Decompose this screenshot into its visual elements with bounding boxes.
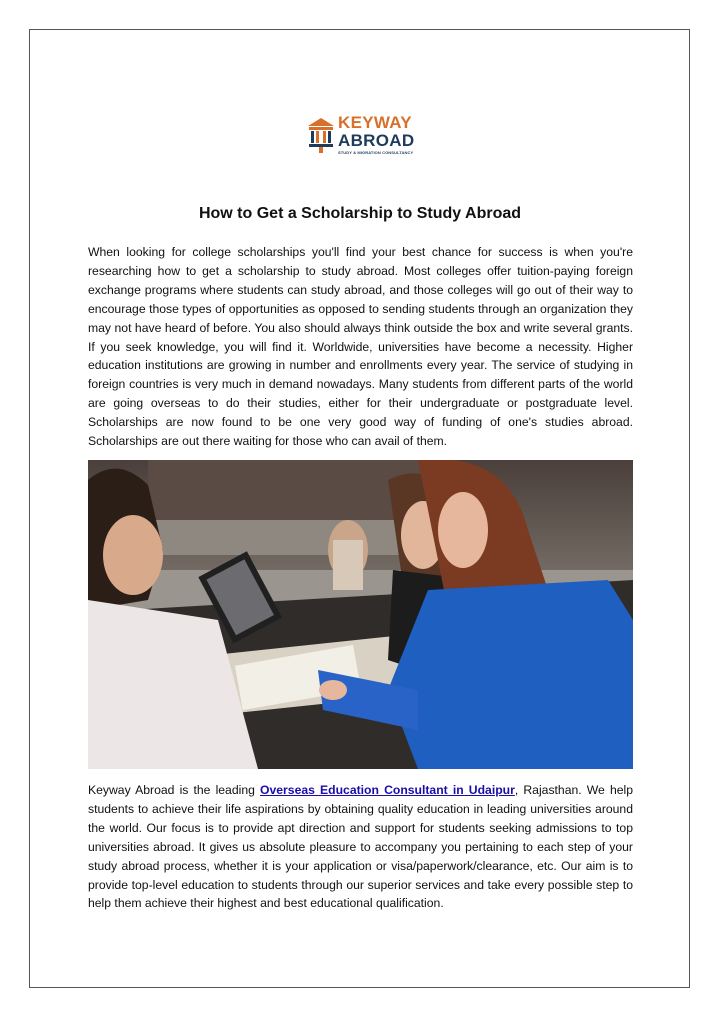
intro-paragraph: When looking for college scholarships you'll find your best chance for success is when you're researching how to get a scholarship to study abroad. Most colleges offer tuition-paying foreign exchange programs where students can study abroad, and those colleges will go out of their way to encourage those types of opportunities as opposed to sending students through an organization they may not have heard of before. You also should always think outside the box and write several grants. If you seek knowledge, you will find it. Worldwide, universities have become a necessity. Higher education institutions are growing in number and enrollments every year. The service of studying in foreign countries is very much in demand nowadays. Many students from different parts of the world are going overseas to do their studies, either for their undergraduate or postgraduate level. Scholarships are now found to be one very good way of funding of one's studies abroad. Scholarships are out there waiting for those who can avail of them. [88,245,633,449]
logo-word-keyway: KEYWAY [338,113,412,132]
closing-text-before-link: Keyway Abroad is the leading [88,783,261,797]
document-title: How to Get a Scholarship to Study Abroad [198,205,522,222]
students-studying-photo [88,460,633,769]
keyway-abroad-logo [306,112,414,162]
logo-word-abroad: ABROAD [338,131,415,150]
closing-text-after-link: , Rajasthan. We help students to achieve their life aspirations by obtaining quality education in leading universities around the world. Our focus is to provide apt direction and support for students seeking admissions to top universities abroad. It gives us absolute pleasure to accompany you pertaining to each step of your study abroad process, whether it is your application or visa/paperwork/clearance, etc. Our aim is to provide top-level education to students through our superior services and take every possible step to help them achieve their highest and best educational qualification. [88,783,634,911]
photo-illustration [88,460,633,769]
closing-paragraph [88,781,633,913]
logo-tagline: STUDY & MIGRATION CONSULTANCY [338,150,414,155]
logo-wordmark [338,114,414,155]
overseas-consultant-link[interactable]: Overseas Education Consultant in Udaipur [260,783,515,797]
pillar-icon [306,116,336,156]
